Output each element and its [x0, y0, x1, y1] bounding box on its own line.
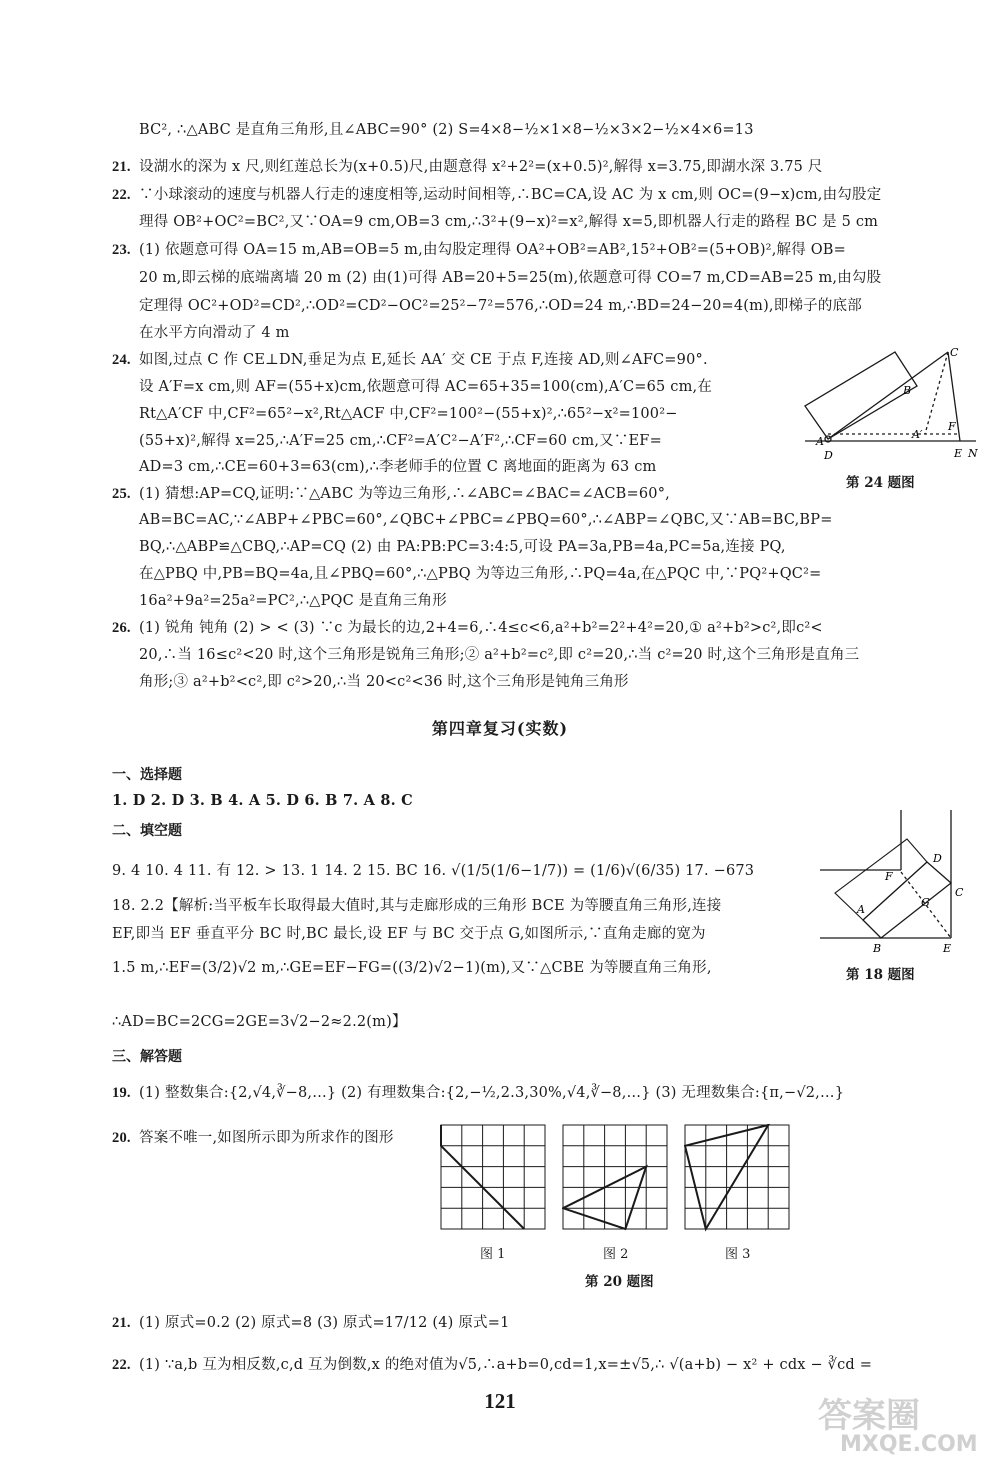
watermark-url: MXQE.COM [840, 1432, 978, 1457]
label-E: E [954, 447, 963, 460]
watermark-logo: 答案圈 [818, 1396, 920, 1436]
answer-25-line1: (1) 猜想:AP=CQ,证明:∵△ABC 为等边三角形,∴∠ABC=∠BAC=∠ACB=60°, [139, 486, 670, 502]
section-solve: 三、解答题 [112, 1049, 182, 1065]
label-A-prime: A′ [912, 428, 923, 441]
question-number: 24. [112, 352, 131, 368]
answer-22-chapter4: (1) ∵a,b 互为相反数,c,d 互为倒数,x 的绝对值为√5,∴a+b=0,cd=1,x=±√5,∴ √(a+b) − x² + cdx − ∛cd = [139, 1357, 873, 1373]
question-number: 22. [112, 1357, 131, 1373]
section-fill: 二、填空题 [112, 823, 182, 839]
answer-26-line1: (1) 锐角 钝角 (2) > < (3) ∵c 为最长的边,2+4=6,∴4≤c<6,a²+b²=2²+4²=20,① a²+b²>c²,即c²< [139, 620, 823, 636]
answer-23-line2: 20 m,即云梯的底端离墙 20 m (2) 由(1)可得 AB=20+5=25(m),依题意可得 CO=7 m,CD=AB=25 m,由勾股 [139, 270, 882, 286]
answer-18-line2: EF,即当 EF 垂直平分 BC 时,BC 最长,设 EF 与 BC 交于点 G,如图所示,∵直角走廊的宽为 [112, 926, 706, 942]
answer-24-line2: 设 A′F=x cm,则 AF=(55+x)cm,依题意可得 AC=65+35=100(cm),A′C=65 cm,在 [139, 379, 713, 395]
line-l1: BC², ∴△ABC 是直角三角形,且∠ABC=90° (2) S=4×8−½×1×8−½×3×2−½×4×6=13 [139, 122, 754, 138]
answers-choice: 1. D 2. D 3. B 4. A 5. D 6. B 7. A 8. C [112, 792, 413, 809]
answer-19: (1) 整数集合:{2,√4,∛−8,…} (2) 有理数集合:{2,−½,2.3,30%,√4,∛−8,…} (3) 无理数集合:{π,−√2,…} [139, 1085, 845, 1101]
page-number: 121 [484, 1389, 516, 1413]
question-number: 25. [112, 486, 131, 502]
section-choice: 一、选择题 [112, 767, 182, 783]
question-number: 19. [112, 1085, 131, 1101]
answer-18-line4: ∴AD=BC=2CG=2GE=3√2−2≈2.2(m)】 [112, 1014, 407, 1030]
label-A: A [857, 903, 865, 916]
caption-figure-18: 第 18 题图 [846, 967, 915, 983]
caption-graph-2: 图 2 [603, 1247, 629, 1262]
answer-26-line3: 角形;③ a²+b²<c²,即 c²>20,∴当 20<c²<36 时,这个三角形是钝角三角形 [139, 674, 629, 690]
question-number: 22. [112, 187, 131, 203]
caption-graph-1: 图 1 [480, 1247, 506, 1262]
answer-24-line4: (55+x)²,解得 x=25,∴A′F=25 cm,∴CF²=A′C²−A′F²,∴CF=60 cm,又∵EF= [139, 433, 662, 449]
label-N: N [968, 447, 978, 460]
label-E: E [943, 942, 952, 955]
label-D: D [933, 852, 942, 865]
answer-22-line2: 理得 OB²+OC²=BC²,又∵OA=9 cm,OB=3 cm,∴3²+(9−x)²=x²,解得 x=5,即机器人行走的路程 BC 是 5 cm [139, 214, 879, 230]
answer-18-line3: 1.5 m,∴EF=(3/2)√2 m,∴GE=EF−FG=((3/2)√2−1)(m),又∵△CBE 为等腰直角三角形, [112, 960, 712, 976]
answer-21: 设湖水的深为 x 尺,则红莲总长为(x+0.5)尺,由题意得 x²+2²=(x+0.5)²,解得 x=3.75,即湖水深 3.75 尺 [139, 159, 823, 175]
label-F: F [885, 870, 893, 883]
figure-18 [815, 810, 965, 958]
label-B: B [903, 384, 912, 397]
caption-figure-24: 第 24 题图 [846, 475, 915, 491]
question-number: 21. [112, 159, 131, 175]
label-D: D [824, 449, 833, 462]
answer-24-line5: AD=3 cm,∴CE=60+3=63(cm),∴李老师手的位置 C 离地面的距离为 63 cm [139, 459, 657, 475]
answer-20: 答案不唯一,如图所示即为所求作的图形 [139, 1130, 394, 1146]
figure-20-graph-2 [562, 1124, 672, 1234]
answer-22-line1: ∵小球滚动的速度与机器人行走的速度相等,运动时间相等,∴BC=CA,设 AC 为 x cm,则 OC=(9−x)cm,由勾股定 [139, 187, 882, 203]
answer-21-chapter4: (1) 原式=0.2 (2) 原式=8 (3) 原式=17/12 (4) 原式=1 [139, 1315, 510, 1331]
answer-24-line1: 如图,过点 C 作 CE⊥DN,垂足为点 E,延长 AA′ 交 CE 于点 F,连接 AD,则∠AFC=90°. [139, 352, 708, 368]
caption-graph-3: 图 3 [725, 1247, 751, 1262]
question-number: 21. [112, 1315, 131, 1331]
figure-20-graph-3 [684, 1124, 794, 1234]
answer-23-line4: 在水平方向滑动了 4 m [139, 325, 290, 341]
answer-25-line5: 16a²+9a²=25a²=PC²,∴△PQC 是直角三角形 [139, 593, 447, 609]
question-number: 20. [112, 1130, 131, 1146]
label-C: C [950, 346, 959, 359]
question-number: 23. [112, 242, 131, 258]
figure-24 [800, 344, 980, 469]
answer-25-line3: BQ,∴△ABP≌△CBQ,∴AP=CQ (2) 由 PA:PB:PC=3:4:5,可设 PA=3a,PB=4a,PC=5a,连接 PQ, [139, 539, 786, 555]
caption-figure-20: 第 20 题图 [585, 1274, 654, 1290]
answer-26-line2: 20,∴当 16≤c²<20 时,这个三角形是锐角三角形;② a²+b²=c²,即 c²=20,∴当 c²=20 时,这个三角形是直角三 [139, 647, 860, 663]
answer-18-line1: 18. 2.2【解析:当平板车长取得最大值时,其与走廊形成的三角形 BCE 为等腰直角三角形,连接 [112, 898, 722, 914]
answer-23-line3: 定理得 OC²+OD²=CD²,∴OD²=CD²−OC²=25²−7²=576,∴OD=24 m,∴BD=24−20=4(m),即梯子的底部 [139, 298, 862, 314]
answer-25-line4: 在△PBQ 中,PB=BQ=4a,且∠PBQ=60°,∴△PBQ 为等边三角形,∴PQ=4a,在△PQC 中,∵PQ²+QC²= [139, 566, 822, 582]
figure-20-graph-1 [440, 1124, 550, 1234]
label-C: C [955, 886, 964, 899]
label-F: F [948, 420, 956, 433]
question-number: 26. [112, 620, 131, 636]
label-A: A [816, 435, 824, 448]
label-B: B [873, 942, 882, 955]
chapter-title: 第四章复习(实数) [431, 719, 569, 738]
answer-25-line2: AB=BC=AC,∵∠ABP+∠PBC=60°,∠QBC+∠PBC=∠PBQ=60°,∴∠ABP=∠QBC,又∵AB=BC,BP= [139, 512, 833, 528]
label-G: G [921, 896, 930, 909]
answer-23-line1: (1) 依题意可得 OA=15 m,AB=OB=5 m,由勾股定理得 OA²+OB²=AB²,15²+OB²=(5+OB)²,解得 OB= [139, 242, 847, 258]
answers-fill: 9. 4 10. 4 11. 有 12. > 13. 1 14. 2 15. BC 16. √(1/5(1/6−1/7)) = (1/6)√(6/35) 17. −673 [112, 863, 755, 879]
answer-24-line3: Rt△A′CF 中,CF²=65²−x²,Rt△ACF 中,CF²=100²−(55+x)²,∴65²−x²=100²− [139, 406, 678, 422]
